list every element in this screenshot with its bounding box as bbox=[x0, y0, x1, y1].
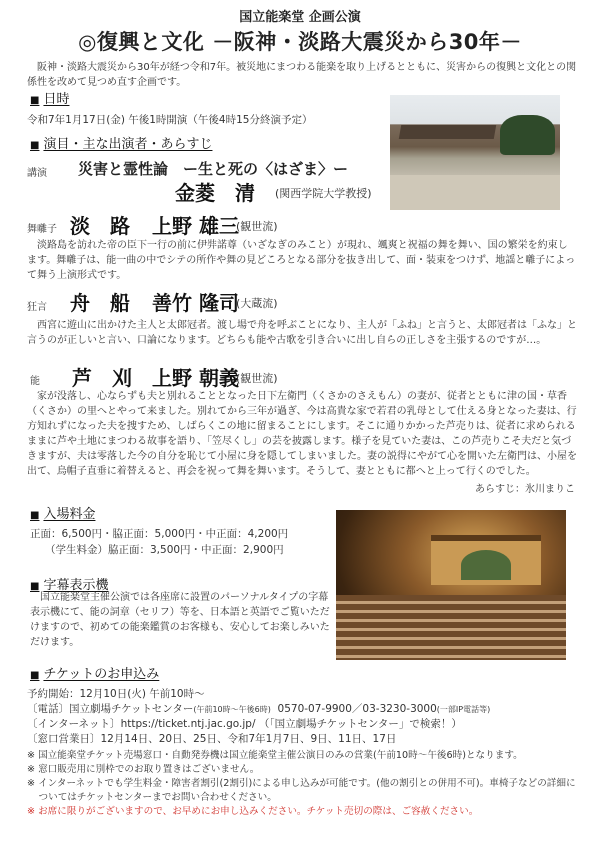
section-fees bbox=[30, 503, 95, 522]
ticket-start: 予約開始：12月10日(火) 午前10時～ bbox=[27, 688, 205, 700]
synopsis-credit: あらすじ：氷川まりこ bbox=[475, 484, 575, 495]
section-program bbox=[30, 133, 212, 152]
noh-synopsis: 家が没落し、心ならずも夫と別れることとなった日下左衛門（くさかのさえもん）の妻が、従者とともに津の国・草香（くさか）の里へとやって来ました。別れてから三年が過ぎ、今は高貴な家で若君の乳母として仕える身となった妻は、行方知れずになった夫を捜すため、しばらくこの地に留まることにします。そこに通りかかった芦売りは、従者に求められるままに芦や土地にまつわる故事を語り、「笠尽くし」の芸を披露します。様子を見ていた妻は、この芦売りこそ夫だと気づきますが、夫は零落した今の自分を恥じて小屋に身を隠してしまいました。妻の説得にやがて心を開いた左衛門は、小屋を出て、烏帽子直垂に着替えると、再会を祝って舞を舞います。そうして、妻とともに都へと上って行くのでした。 bbox=[27, 391, 577, 477]
phone-label: 〔電話〕国立劇場チケットセンター bbox=[27, 703, 194, 715]
organizer-heading: 国立能楽堂 企画公演 bbox=[239, 10, 361, 25]
datetime-text: 令和7年1月17日(金) 午後1時開演（午後4時15分終演予定） bbox=[27, 114, 313, 126]
section-heading: 演目・主な出演者・あらすじ bbox=[43, 137, 213, 152]
subtitles-text: 国立能楽堂主催公演では各座席に設置のパーソナルタイプの字幕表示機にて、能の詞章（セリフ）等を、日本語と英語でご覧いただけますので、初めての能楽鑑賞のお客様も、安心してお楽しみいただけます。 bbox=[30, 592, 330, 648]
maibayashi-performer: 上野 雄三 bbox=[152, 214, 239, 238]
intro-text: 阪神・淡路大震災から30年が経つ令和7年。被災地にまつわる能楽を取り上げるとともに、災害からの復興と文化との関係性を改めて見つめ直す企画です。 bbox=[27, 62, 577, 88]
maibayashi-synopsis: 淡路島を訪れた帝の臣下一行の前に伊弉諾尊（いざなぎのみこと）が現れ、颯爽と祝福の舞を舞い、国の繁栄を約束します。舞囃子は、能一曲の中でシテの所作や舞の見どころとなる部分を抜き出して、面・装束をつけず、地謡と囃子によって舞う上演形式です。 bbox=[27, 240, 576, 281]
square-bullet-icon: ■ bbox=[30, 510, 40, 521]
kyogen-genre: 狂言 bbox=[27, 302, 47, 313]
phone-numbers: 0570-07-9900／03-3230-3000 bbox=[277, 703, 437, 715]
internet-note: （「国立劇場チケットセンター」で検索！） bbox=[258, 718, 462, 730]
kyogen-title: 舟 船 bbox=[70, 291, 130, 315]
ticket-phone bbox=[27, 701, 490, 716]
noh-title: 芦 刈 bbox=[72, 366, 132, 390]
note-item: ※ インターネットでも学生料金・障害者割引(2割引)による申し込みが可能です。(他の割引との併用不可)。車椅子などの詳細についてはチケットセンターまでお問い合わせください。 bbox=[27, 778, 576, 803]
ticket-window-days: 〔窓口営業日〕12月14日、20日、25日、令和7年1月7日、9日、11日、17日 bbox=[27, 733, 397, 745]
square-bullet-icon: ■ bbox=[30, 581, 40, 592]
section-heading: 入場料金 bbox=[43, 507, 96, 522]
square-bullet-icon: ■ bbox=[30, 140, 40, 151]
maibayashi-title: 淡 路 bbox=[70, 214, 130, 238]
phone-hours: (午前10時～午後6時) bbox=[193, 705, 271, 714]
warning-note: ※ お席に限りがございますので、お早めにお申し込みください。チケット売切の際は、ご容赦ください。 bbox=[27, 806, 479, 817]
noh-school: (観世流) bbox=[236, 372, 278, 385]
lecture-title: 災害と霊性論 ー生と死の〈はざま〉ー bbox=[78, 160, 349, 178]
noh-performer: 上野 朝義 bbox=[152, 366, 239, 390]
kyogen-performer: 善竹 隆司 bbox=[152, 291, 239, 315]
fees-student: （学生料金）脇正面：3,500円・中正面：2,900円 bbox=[45, 544, 284, 556]
maibayashi-school: (観世流) bbox=[236, 220, 278, 233]
internet-label: 〔インターネット〕 bbox=[27, 718, 121, 730]
lecture-genre: 講演 bbox=[27, 168, 47, 179]
kyogen-school: (大蔵流) bbox=[236, 297, 278, 310]
section-datetime bbox=[30, 88, 69, 107]
square-bullet-icon: ■ bbox=[30, 95, 40, 106]
fees-general: 正面：6,500円・脇正面：5,000円・中正面：4,200円 bbox=[30, 528, 289, 540]
ticket-internet bbox=[27, 716, 462, 731]
note-item: ※ 国立能楽堂チケット売場窓口・自動発券機は国立能楽堂主催公演日のみの営業(午前10時～午後6時)となります。 bbox=[27, 750, 523, 761]
square-bullet-icon: ■ bbox=[30, 670, 40, 681]
phone-note: (一部IP電話等) bbox=[436, 705, 491, 714]
section-tickets bbox=[30, 663, 159, 682]
ticket-url-link[interactable]: https://ticket.ntj.jac.go.jp/ bbox=[120, 718, 256, 730]
noh-theatre-building-photo bbox=[390, 95, 560, 210]
page-title: ◎復興と文化 －阪神・淡路大震災から30年－ bbox=[78, 30, 522, 54]
noh-genre: 能 bbox=[30, 376, 40, 387]
section-heading: 日時 bbox=[43, 92, 70, 107]
section-heading: 字幕表示機 bbox=[43, 578, 109, 593]
noh-stage-auditorium-photo bbox=[336, 510, 566, 660]
lecture-performer: 金菱 清 bbox=[175, 181, 255, 205]
note-item: ※ 窓口販売用に別枠でのお取り置きはございません。 bbox=[27, 764, 260, 775]
maibayashi-genre: 舞囃子 bbox=[27, 224, 57, 235]
kyogen-synopsis: 西宮に遊山に出かけた主人と太郎冠者。渡し場で舟を呼ぶことになり、主人が「ふね」と言うと、太郎冠者は「ふな」と言うのが正しいと言い、口論になります。どちらも能や古歌を引き合いに出し自らの正しさを主張するのですが…。 bbox=[27, 320, 577, 346]
lecture-affiliation: (関西学院大学教授) bbox=[275, 187, 372, 200]
section-heading: チケットのお申込み bbox=[43, 667, 160, 682]
notes-list bbox=[27, 749, 582, 819]
